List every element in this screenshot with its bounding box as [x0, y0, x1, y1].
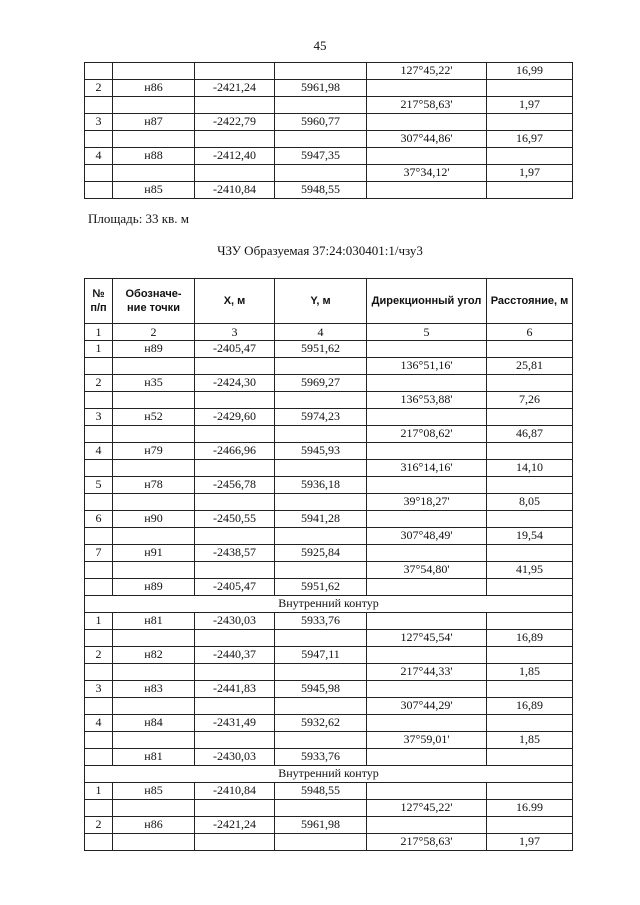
distance-cell [487, 579, 573, 596]
coordinates-table-header [85, 279, 573, 341]
point-number-cell: 2 [85, 647, 113, 664]
direction-angle-cell: 127°45,22' [367, 800, 487, 817]
y-coordinate-cell: 5951,62 [275, 579, 367, 596]
x-coordinate-cell [195, 698, 275, 715]
point-number-cell: 1 [85, 341, 113, 358]
distance-cell: 16,97 [487, 131, 573, 148]
x-coordinate-cell [195, 392, 275, 409]
direction-angle-cell: 136°53,88' [367, 392, 487, 409]
point-number-cell: 6 [85, 511, 113, 528]
distance-cell [487, 715, 573, 732]
direction-angle-cell: 136°51,16' [367, 358, 487, 375]
point-label-cell [113, 562, 195, 579]
point-label-cell [113, 494, 195, 511]
header-row [85, 279, 573, 324]
direction-angle-cell [367, 613, 487, 630]
point-number-cell: 1 [85, 783, 113, 800]
direction-angle-cell [367, 477, 487, 494]
x-coordinate-cell [195, 131, 275, 148]
distance-cell [487, 182, 573, 199]
direction-angle-cell [367, 511, 487, 528]
x-coordinate-cell: -2441,83 [195, 681, 275, 698]
point-label-cell: н81 [113, 749, 195, 766]
table-row [85, 392, 573, 409]
y-coordinate-cell [275, 460, 367, 477]
section-label: Внутренний контур [85, 766, 573, 783]
x-coordinate-cell [195, 664, 275, 681]
point-label-cell: н85 [113, 182, 195, 199]
x-coordinate-cell: -2424,30 [195, 375, 275, 392]
y-coordinate-cell [275, 562, 367, 579]
section-label: Внутренний контур [85, 596, 573, 613]
continuation-coordinates-table [84, 62, 573, 199]
direction-angle-cell [367, 80, 487, 97]
point-number-cell: 3 [85, 409, 113, 426]
direction-angle-cell [367, 545, 487, 562]
point-number-cell: 4 [85, 148, 113, 165]
table-row [85, 834, 573, 851]
y-coordinate-cell: 5974,23 [275, 409, 367, 426]
distance-cell [487, 148, 573, 165]
y-coordinate-cell [275, 426, 367, 443]
distance-cell: 16.99 [487, 800, 573, 817]
table-row [85, 800, 573, 817]
point-number-cell [85, 131, 113, 148]
distance-cell [487, 817, 573, 834]
x-coordinate-cell [195, 562, 275, 579]
y-coordinate-cell [275, 97, 367, 114]
point-label-cell [113, 358, 195, 375]
x-coordinate-cell [195, 630, 275, 647]
point-number-cell [85, 732, 113, 749]
x-coordinate-cell [195, 63, 275, 80]
direction-angle-cell: 307°44,29' [367, 698, 487, 715]
point-number-cell [85, 358, 113, 375]
header-angle: Дирекционный угол [367, 279, 487, 324]
point-number-cell [85, 460, 113, 477]
point-label-cell [113, 392, 195, 409]
distance-cell: 16,89 [487, 698, 573, 715]
table-row [85, 477, 573, 494]
page-number: 45 [313, 38, 327, 53]
table-row [85, 341, 573, 358]
y-coordinate-cell [275, 630, 367, 647]
x-coordinate-cell [195, 460, 275, 477]
distance-cell: 1,97 [487, 834, 573, 851]
x-coordinate-cell [195, 834, 275, 851]
point-label-cell [113, 63, 195, 80]
header-x: X, м [195, 279, 275, 324]
distance-cell [487, 545, 573, 562]
table-row [85, 664, 573, 681]
column-number: 2 [113, 324, 195, 341]
point-number-cell: 3 [85, 681, 113, 698]
point-number-cell [85, 664, 113, 681]
direction-angle-cell: 217°44,33' [367, 664, 487, 681]
direction-angle-cell: 37°59,01' [367, 732, 487, 749]
point-label-cell: н91 [113, 545, 195, 562]
direction-angle-cell: 217°58,63' [367, 834, 487, 851]
point-label-cell [113, 426, 195, 443]
distance-cell: 16,89 [487, 630, 573, 647]
point-label-cell [113, 460, 195, 477]
y-coordinate-cell: 5961,98 [275, 80, 367, 97]
y-coordinate-cell [275, 358, 367, 375]
table-row [85, 579, 573, 596]
y-coordinate-cell: 5951,62 [275, 341, 367, 358]
distance-cell: 14,10 [487, 460, 573, 477]
point-label-cell [113, 800, 195, 817]
direction-angle-cell [367, 409, 487, 426]
y-coordinate-cell: 5947,35 [275, 148, 367, 165]
direction-angle-cell: 39°18,27' [367, 494, 487, 511]
y-coordinate-cell: 5961,98 [275, 817, 367, 834]
x-coordinate-cell: -2450,55 [195, 511, 275, 528]
point-label-cell [113, 165, 195, 182]
table-row [85, 511, 573, 528]
distance-cell [487, 409, 573, 426]
y-coordinate-cell: 5933,76 [275, 613, 367, 630]
direction-angle-cell [367, 341, 487, 358]
x-coordinate-cell: -2440,37 [195, 647, 275, 664]
x-coordinate-cell [195, 800, 275, 817]
point-number-cell [85, 562, 113, 579]
x-coordinate-cell [195, 165, 275, 182]
point-label-cell: н86 [113, 80, 195, 97]
area-text: Площадь: 33 кв. м [88, 211, 189, 226]
distance-cell [487, 114, 573, 131]
point-number-cell [85, 63, 113, 80]
point-label-cell: н90 [113, 511, 195, 528]
x-coordinate-cell [195, 732, 275, 749]
table-row [85, 165, 573, 182]
x-coordinate-cell: -2410,84 [195, 783, 275, 800]
x-coordinate-cell: -2438,57 [195, 545, 275, 562]
y-coordinate-cell [275, 528, 367, 545]
y-coordinate-cell: 5932,62 [275, 715, 367, 732]
column-number: 4 [275, 324, 367, 341]
y-coordinate-cell [275, 732, 367, 749]
table-row [85, 426, 573, 443]
y-coordinate-cell [275, 165, 367, 182]
point-label-cell: н81 [113, 613, 195, 630]
distance-cell [487, 749, 573, 766]
point-label-cell: н52 [113, 409, 195, 426]
point-number-cell [85, 182, 113, 199]
table-row [85, 114, 573, 131]
direction-angle-cell [367, 148, 487, 165]
direction-angle-cell: 127°45,22' [367, 63, 487, 80]
point-number-cell [85, 97, 113, 114]
point-label-cell [113, 664, 195, 681]
distance-cell [487, 477, 573, 494]
x-coordinate-cell: -2431,49 [195, 715, 275, 732]
point-number-cell: 4 [85, 715, 113, 732]
distance-cell [487, 511, 573, 528]
distance-cell [487, 375, 573, 392]
distance-cell [487, 613, 573, 630]
section-row [85, 596, 573, 613]
y-coordinate-cell [275, 698, 367, 715]
point-label-cell [113, 528, 195, 545]
direction-angle-cell: 217°58,63' [367, 97, 487, 114]
distance-cell: 1,97 [487, 97, 573, 114]
table-row [85, 460, 573, 477]
point-number-cell: 2 [85, 80, 113, 97]
x-coordinate-cell: -2429,60 [195, 409, 275, 426]
y-coordinate-cell [275, 664, 367, 681]
direction-angle-cell: 37°54,80' [367, 562, 487, 579]
distance-cell: 25,81 [487, 358, 573, 375]
x-coordinate-cell: -2466,96 [195, 443, 275, 460]
y-coordinate-cell: 5960,77 [275, 114, 367, 131]
section-row [85, 766, 573, 783]
point-number-cell: 2 [85, 817, 113, 834]
y-coordinate-cell: 5945,98 [275, 681, 367, 698]
table-row [85, 647, 573, 664]
point-number-cell [85, 579, 113, 596]
point-label-cell: н87 [113, 114, 195, 131]
direction-angle-cell: 37°34,12' [367, 165, 487, 182]
distance-cell: 46,87 [487, 426, 573, 443]
x-coordinate-cell [195, 97, 275, 114]
point-label-cell: н89 [113, 341, 195, 358]
header-distance: Расстояние, м [487, 279, 573, 324]
y-coordinate-cell: 5969,27 [275, 375, 367, 392]
y-coordinate-cell [275, 63, 367, 80]
x-coordinate-cell: -2412,40 [195, 148, 275, 165]
point-label-cell [113, 732, 195, 749]
table-row [85, 182, 573, 199]
x-coordinate-cell: -2456,78 [195, 477, 275, 494]
direction-angle-cell: 217°08,62' [367, 426, 487, 443]
point-number-cell [85, 749, 113, 766]
direction-angle-cell [367, 647, 487, 664]
point-label-cell: н79 [113, 443, 195, 460]
x-coordinate-cell: -2421,24 [195, 80, 275, 97]
point-number-cell [85, 494, 113, 511]
table-row [85, 443, 573, 460]
table-row [85, 562, 573, 579]
y-coordinate-cell [275, 392, 367, 409]
table-row [85, 698, 573, 715]
direction-angle-cell [367, 715, 487, 732]
table-row [85, 148, 573, 165]
table-row [85, 131, 573, 148]
y-coordinate-cell: 5947,11 [275, 647, 367, 664]
point-label-cell [113, 698, 195, 715]
table-row [85, 375, 573, 392]
distance-cell [487, 341, 573, 358]
direction-angle-cell [367, 114, 487, 131]
point-label-cell: н84 [113, 715, 195, 732]
point-label-cell: н83 [113, 681, 195, 698]
table-row [85, 715, 573, 732]
header-point: Обозначе- ние точки [113, 279, 195, 324]
y-coordinate-cell: 5936,18 [275, 477, 367, 494]
x-coordinate-cell: -2405,47 [195, 579, 275, 596]
point-label-cell [113, 131, 195, 148]
header-y: Y, м [275, 279, 367, 324]
header-num: № п/п [85, 279, 113, 324]
point-number-cell: 1 [85, 613, 113, 630]
x-coordinate-cell [195, 358, 275, 375]
point-number-cell [85, 800, 113, 817]
point-number-cell: 2 [85, 375, 113, 392]
table-row [85, 545, 573, 562]
table-row [85, 783, 573, 800]
x-coordinate-cell [195, 494, 275, 511]
distance-cell: 1,85 [487, 664, 573, 681]
direction-angle-cell [367, 817, 487, 834]
y-coordinate-cell [275, 494, 367, 511]
x-coordinate-cell: -2405,47 [195, 341, 275, 358]
column-number: 5 [367, 324, 487, 341]
direction-angle-cell: 316°14,16' [367, 460, 487, 477]
column-number: 6 [487, 324, 573, 341]
point-label-cell: н88 [113, 148, 195, 165]
point-number-cell [85, 165, 113, 182]
x-coordinate-cell [195, 426, 275, 443]
x-coordinate-cell: -2430,03 [195, 749, 275, 766]
table-row [85, 80, 573, 97]
point-number-cell: 4 [85, 443, 113, 460]
distance-cell: 7,26 [487, 392, 573, 409]
point-label-cell: н85 [113, 783, 195, 800]
point-label-cell [113, 97, 195, 114]
table-row [85, 358, 573, 375]
coordinates-table [84, 278, 573, 851]
point-number-cell: 3 [85, 114, 113, 131]
table-row [85, 409, 573, 426]
point-number-cell [85, 630, 113, 647]
y-coordinate-cell: 5925,84 [275, 545, 367, 562]
distance-cell: 8,05 [487, 494, 573, 511]
distance-cell [487, 783, 573, 800]
direction-angle-cell [367, 783, 487, 800]
point-label-cell [113, 834, 195, 851]
point-label-cell: н89 [113, 579, 195, 596]
x-coordinate-cell [195, 528, 275, 545]
point-number-cell [85, 698, 113, 715]
land-part-title: ЧЗУ Образуемая 37:24:030401:1/чзу3 [217, 243, 423, 258]
column-number: 1 [85, 324, 113, 341]
distance-cell: 1,85 [487, 732, 573, 749]
column-numbers-row [85, 324, 573, 341]
distance-cell: 16,99 [487, 63, 573, 80]
coordinates-table-body [85, 341, 573, 851]
point-label-cell: н35 [113, 375, 195, 392]
table-row [85, 494, 573, 511]
x-coordinate-cell: -2421,24 [195, 817, 275, 834]
y-coordinate-cell [275, 800, 367, 817]
point-number-cell [85, 426, 113, 443]
point-number-cell [85, 834, 113, 851]
direction-angle-cell: 307°48,49' [367, 528, 487, 545]
point-number-cell: 7 [85, 545, 113, 562]
point-number-cell: 5 [85, 477, 113, 494]
continuation-table-body [85, 63, 573, 199]
distance-cell: 19,54 [487, 528, 573, 545]
distance-cell: 41,95 [487, 562, 573, 579]
x-coordinate-cell: -2410,84 [195, 182, 275, 199]
table-row [85, 681, 573, 698]
direction-angle-cell [367, 443, 487, 460]
column-number: 3 [195, 324, 275, 341]
point-label-cell: н78 [113, 477, 195, 494]
table-row [85, 630, 573, 647]
point-label-cell: н86 [113, 817, 195, 834]
y-coordinate-cell [275, 131, 367, 148]
y-coordinate-cell: 5948,55 [275, 783, 367, 800]
y-coordinate-cell: 5948,55 [275, 182, 367, 199]
table-row [85, 749, 573, 766]
y-coordinate-cell: 5933,76 [275, 749, 367, 766]
direction-angle-cell: 127°45,54' [367, 630, 487, 647]
x-coordinate-cell: -2422,79 [195, 114, 275, 131]
y-coordinate-cell: 5941,28 [275, 511, 367, 528]
distance-cell: 1,97 [487, 165, 573, 182]
direction-angle-cell [367, 749, 487, 766]
table-row [85, 732, 573, 749]
point-label-cell: н82 [113, 647, 195, 664]
distance-cell [487, 681, 573, 698]
x-coordinate-cell: -2430,03 [195, 613, 275, 630]
direction-angle-cell [367, 375, 487, 392]
direction-angle-cell [367, 182, 487, 199]
distance-cell [487, 443, 573, 460]
point-number-cell [85, 528, 113, 545]
direction-angle-cell [367, 579, 487, 596]
y-coordinate-cell: 5945,93 [275, 443, 367, 460]
point-number-cell [85, 392, 113, 409]
y-coordinate-cell [275, 834, 367, 851]
table-row [85, 528, 573, 545]
direction-angle-cell [367, 681, 487, 698]
distance-cell [487, 80, 573, 97]
table-row [85, 63, 573, 80]
direction-angle-cell: 307°44,86' [367, 131, 487, 148]
table-row [85, 817, 573, 834]
table-row [85, 613, 573, 630]
point-label-cell [113, 630, 195, 647]
table-row [85, 97, 573, 114]
distance-cell [487, 647, 573, 664]
